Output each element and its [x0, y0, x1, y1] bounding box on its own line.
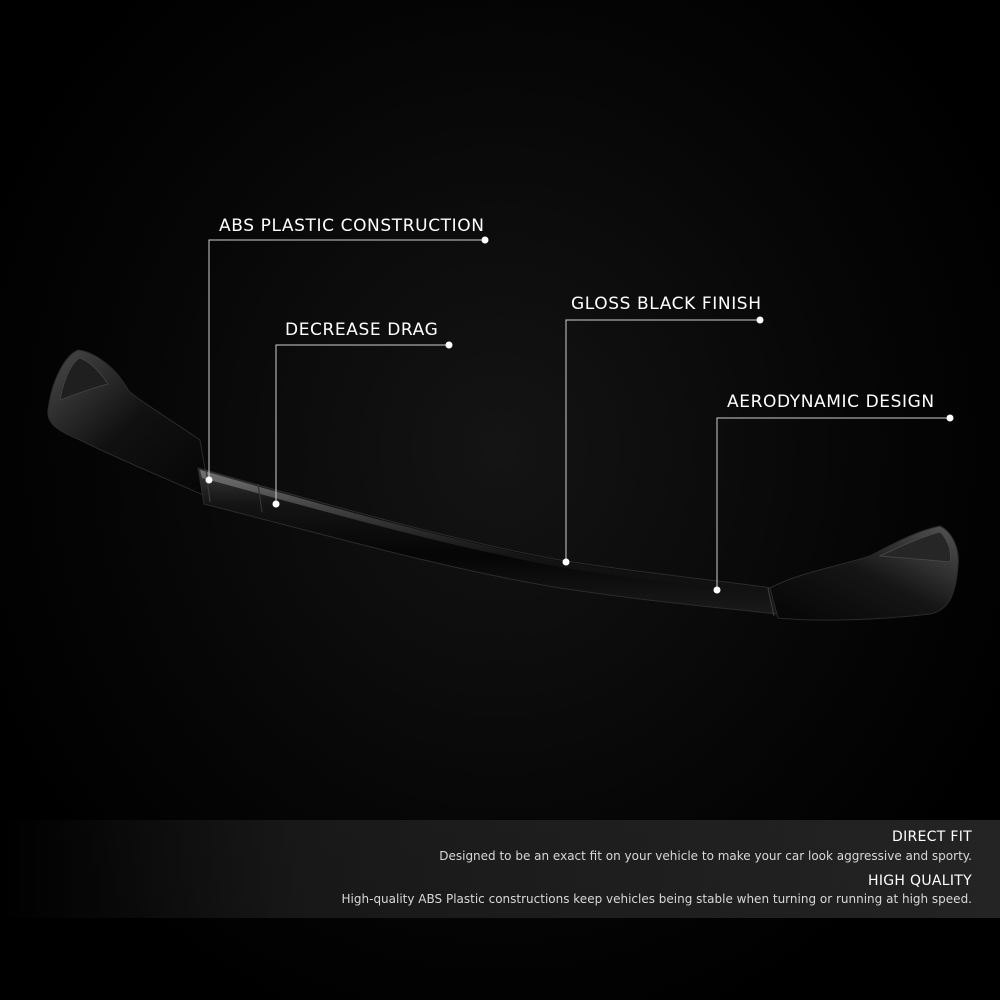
callout-dots — [206, 237, 954, 594]
dot-abs-plastic-start — [206, 477, 213, 484]
center-lip-piece — [198, 468, 778, 616]
feature-panel — [0, 820, 1000, 918]
callout-decrease-drag: DECREASE DRAG — [285, 320, 439, 340]
feature-high-quality-title: HIGH QUALITY — [868, 873, 972, 889]
right-wing-piece — [770, 526, 958, 620]
dot-decrease-drag-start — [273, 501, 280, 508]
callout-gloss-black-finish: GLOSS BLACK FINISH — [571, 294, 762, 314]
leader-gloss-black — [566, 320, 760, 562]
callout-leaders — [209, 240, 950, 590]
feature-high-quality-description: High-quality ABS Plastic constructions keep vehicles being stable when turning or running at high speed. — [341, 892, 972, 906]
dot-gloss-black-start — [563, 559, 570, 566]
feature-direct-fit-title: DIRECT FIT — [892, 829, 972, 845]
left-wing-piece — [48, 350, 210, 498]
dot-aerodynamic-end — [947, 415, 954, 422]
callout-aerodynamic-design: AERODYNAMIC DESIGN — [727, 392, 935, 412]
leader-decrease-drag — [276, 345, 449, 504]
callout-abs-plastic-construction: ABS PLASTIC CONSTRUCTION — [219, 216, 485, 236]
dot-decrease-drag-end — [446, 342, 453, 349]
dot-abs-plastic-end — [482, 237, 489, 244]
leader-abs-plastic — [209, 240, 485, 480]
dot-aerodynamic-start — [714, 587, 721, 594]
dot-gloss-black-end — [757, 317, 764, 324]
feature-direct-fit-description: Designed to be an exact fit on your vehicle to make your car look aggressive and sporty. — [439, 849, 972, 863]
